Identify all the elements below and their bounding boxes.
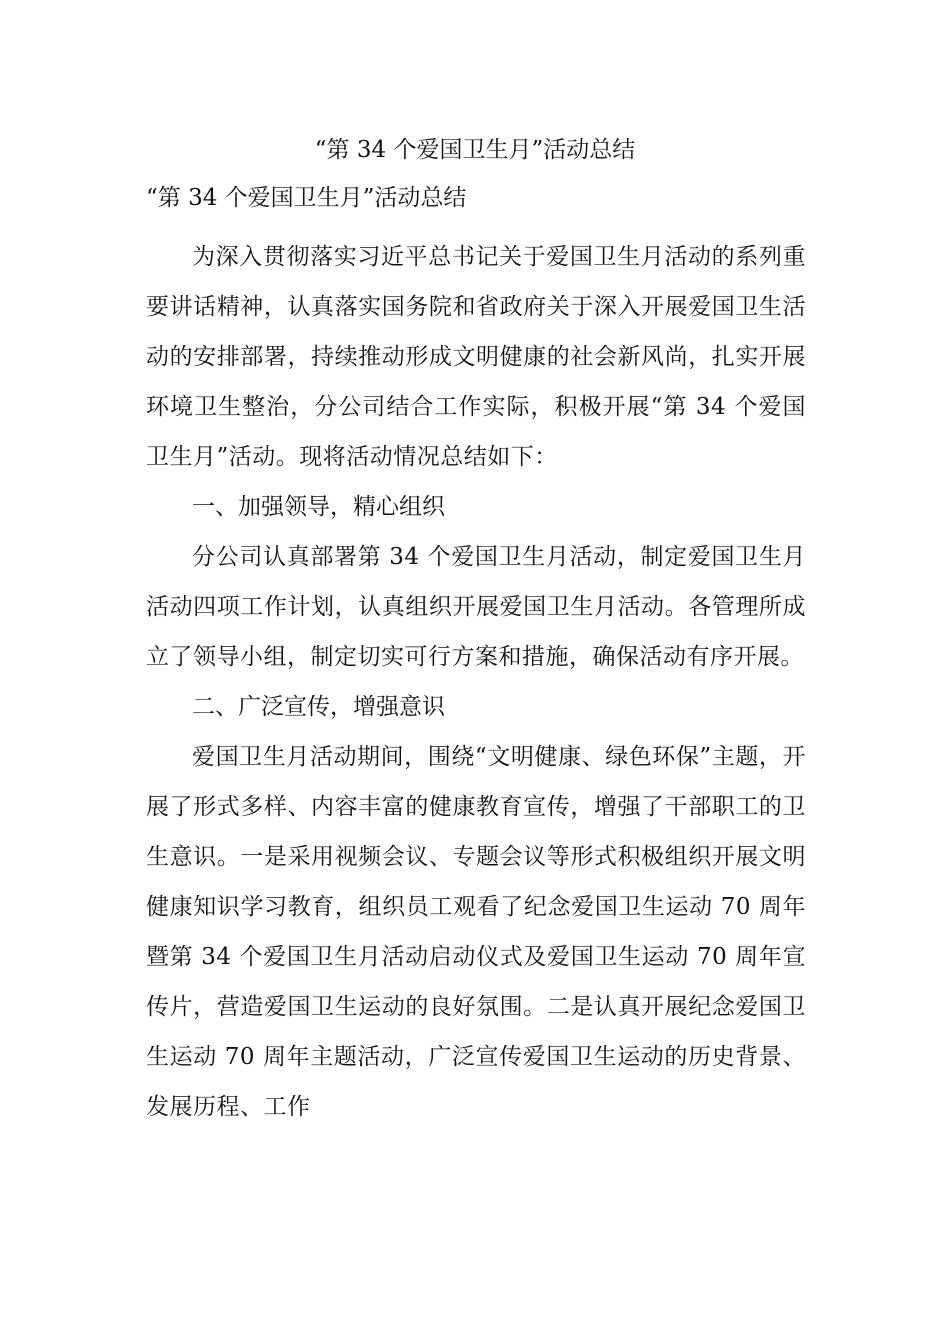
section-1-heading: 一、加强领导，精心组织 — [192, 494, 445, 520]
section-2-paragraph: 爱国卫生月活动期间，围绕“文明健康、绿色环保”主题，开展了形式多样、内容丰富的健康教育宣传，增强了干部职工的卫生意识。一是采用视频会议、专题会议等形式积极组织开展文明健康知识学习教育，组织员工观看了纪念爱国卫生运动 70 周年暨第 34 个爱国卫生月活动启动仪式及爱国卫生运动 70 周年宣传片，营造爱国卫生运动的良好氛围。二是认真开展纪念爱国卫生运动 70 周年主题活动，广泛宣传爱国卫生运动的历史背景、发展历程、工作 — [146, 744, 806, 1120]
section-1-paragraph: 分公司认真部署第 34 个爱国卫生月活动，制定爱国卫生月活动四项工作计划，认真组织开展爱国卫生月活动。各管理所成立了领导小组，制定切实可行方案和措施，确保活动有序开展。 — [146, 544, 806, 670]
document-subtitle: “第 34 个爱国卫生月”活动总结 — [146, 185, 467, 211]
intro-paragraph: 为深入贯彻落实习近平总书记关于爱国卫生月活动的系列重要讲话精神，认真落实国务院和省政府关于深入开展爱国卫生活动的安排部署，持续推动形成文明健康的社会新风尚，扎实开展环境卫生整治，分公司结合工作实际，积极开展“第 34 个爱国卫生月”活动。现将活动情况总结如下： — [146, 244, 806, 470]
document-title: “第 34 个爱国卫生月”活动总结 — [314, 137, 636, 163]
section-2-heading: 二、广泛宣传，增强意识 — [192, 694, 445, 720]
document-body — [146, 232, 806, 1132]
